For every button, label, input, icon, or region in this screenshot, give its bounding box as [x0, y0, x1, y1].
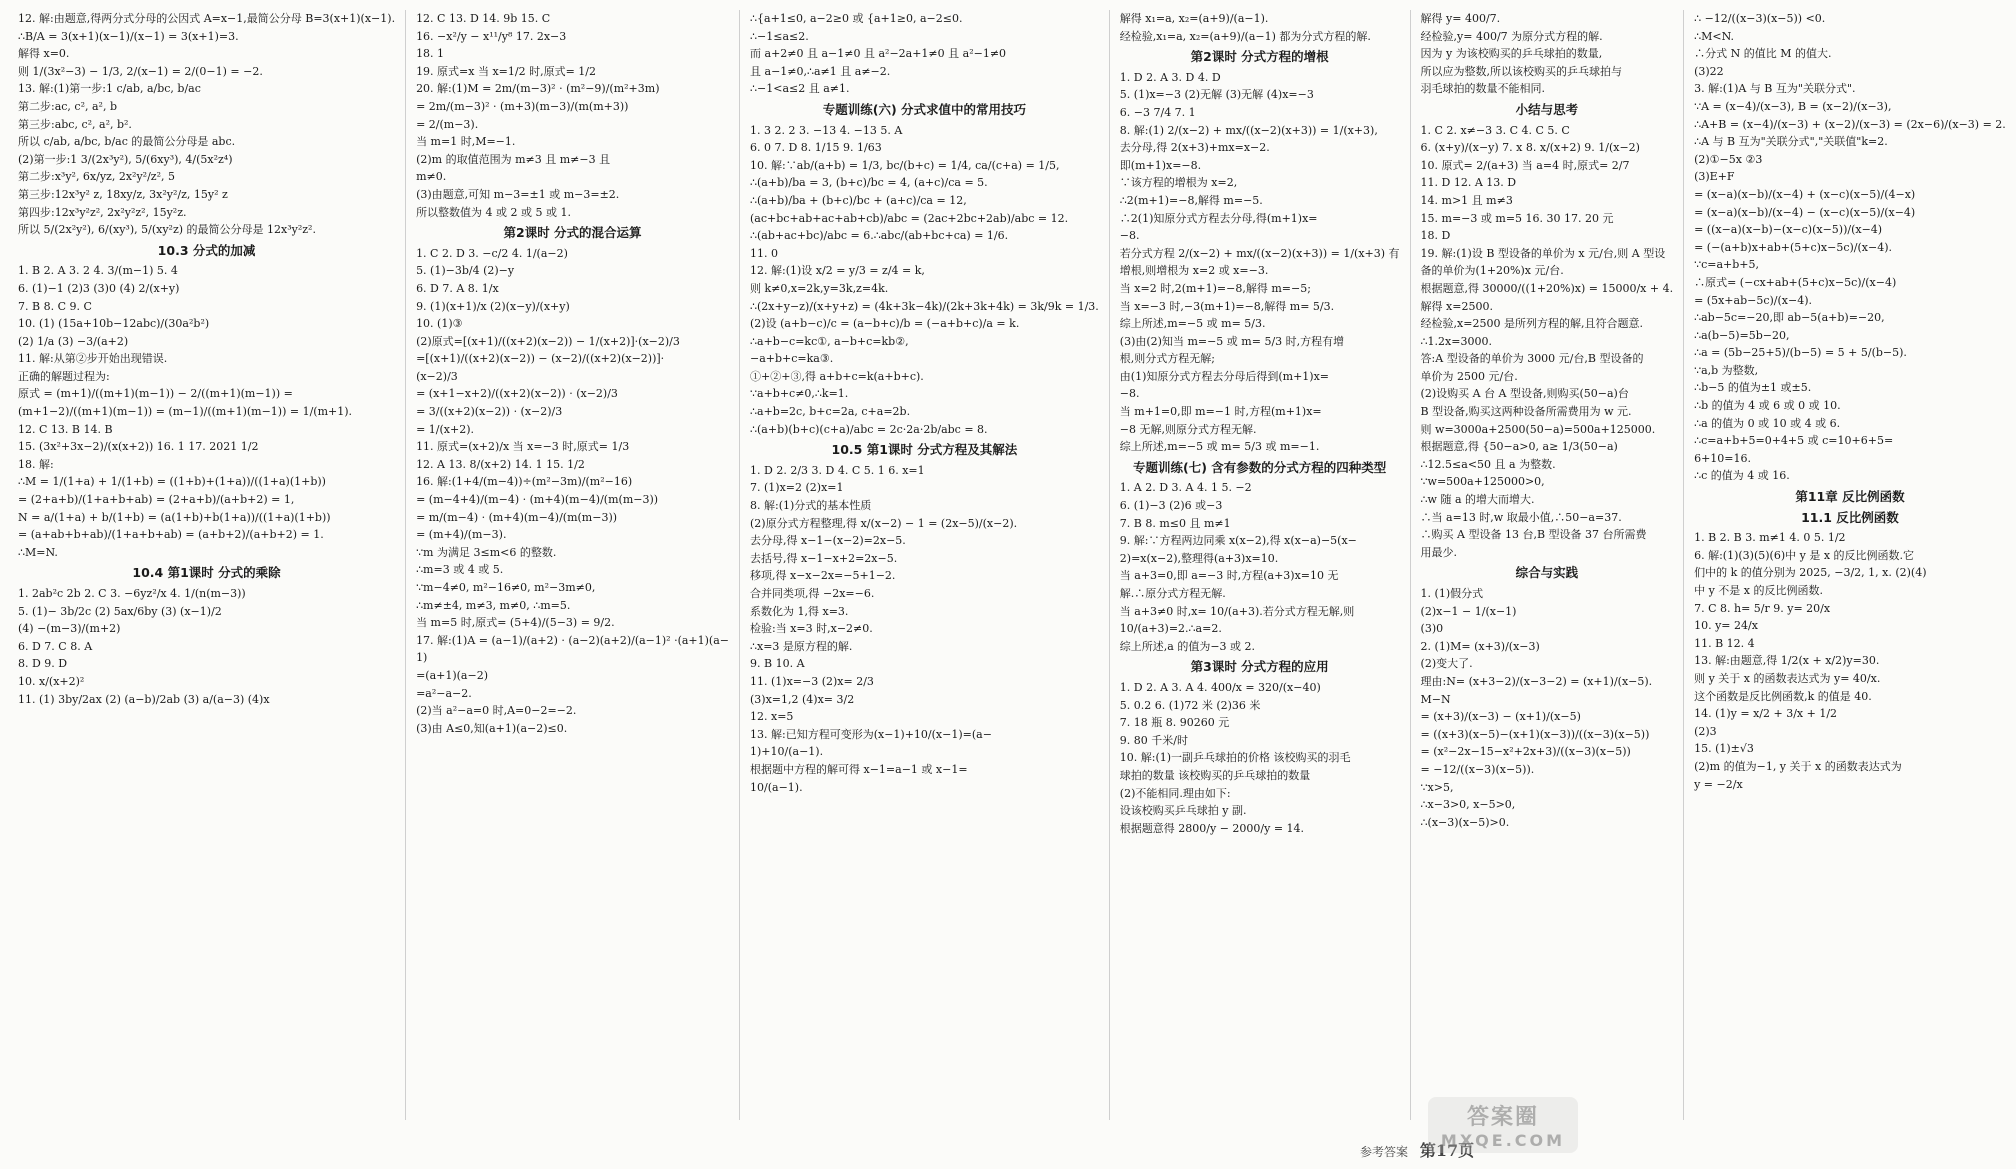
answer-line: 8. 解:(1) 2/(x−2) + mx/((x−2)(x+3)) = 1/(x+3),: [1119, 123, 1378, 137]
answer-line: 10. 解:∵ab/(a+b) = 1/3, bc/(b+c) = 1/4, ca/(c+a) = 1/5,: [750, 158, 1060, 172]
answer-line: (2) 1/a (3) −3/(a+2): [18, 334, 129, 348]
answer-line: y = −2/x: [1694, 777, 1743, 791]
answer-line: 则 y 关于 x 的函数表达式为 y= 40/x.: [1694, 671, 1881, 685]
answer-line: ∴c 的值为 4 或 16.: [1694, 469, 1790, 483]
section-heading: 第2课时 分式的混合运算: [503, 225, 642, 241]
column-6: [1684, 10, 2016, 1120]
answer-line: ∴ −12/((x−3)(x−5)) <0.: [1694, 12, 1826, 25]
answer-line: ∵A = (x−4)/(x−3), B = (x−2)/(x−3),: [1694, 99, 1892, 113]
answer-line: 2. (1)M= (x+3)/(x−3): [1420, 639, 1540, 653]
column-2: [406, 10, 740, 1120]
section-heading: 综合与实践: [1515, 565, 1579, 581]
answer-line: 单价为 2500 元/台.: [1420, 369, 1518, 383]
answer-line: 11. D 12. A 13. D: [1420, 176, 1517, 190]
answer-line: = 2/(m−3).: [416, 117, 479, 131]
answer-line: 11. B 12. 4: [1694, 636, 1755, 650]
answer-line: (3)E+F: [1694, 170, 1735, 184]
answer-line: 6. (x+y)/(x−y) 7. x 8. x/(x+2) 9. 1/(x−2): [1420, 141, 1640, 155]
answer-line: 18. 1: [416, 47, 445, 61]
answer-line: 19. 解:(1)设 B 型设备的单价为 x 元/台,则 A 型设: [1420, 246, 1666, 260]
answer-line: ∴A+B = (x−4)/(x−3) + (x−2)/(x−3) = (2x−6)/(x−3) = 2.: [1694, 117, 2006, 131]
answer-line: ∴12.5≤a<50 且 a 为整数.: [1420, 457, 1556, 471]
answer-line: 7. B 8. m≤0 且 m≠1: [1119, 516, 1231, 530]
answer-line: 第二步:ac, c², a², b: [18, 99, 117, 113]
answer-line: = (x−a)(x−b)/(x−4) − (x−c)(x−5)/(x−4): [1694, 205, 1916, 219]
answer-line: 10. 解:(1)一副乒乓球拍的价格 该校购买的羽毛: [1119, 751, 1351, 765]
answer-line: (2)当 a²−a=0 时,A=0−2=−2.: [416, 704, 577, 718]
answer-line: 9. 80 千米/时: [1119, 733, 1188, 747]
answer-line: = (m+4)/(m−3).: [416, 528, 507, 542]
answer-line: 14. (1)y = x/2 + 3/x + 1/2: [1694, 707, 1838, 721]
answer-line: (m+1−2)/((m+1)(m−1)) = (m−1)/((m+1)(m−1)) = 1/(m+1).: [18, 405, 353, 419]
section-heading: 10.4 第1课时 分式的乘除: [132, 565, 281, 581]
answer-line: (2)变大了.: [1420, 657, 1473, 671]
answer-line: ∴(a+b)(b+c)(c+a)/abc = 2c·2a·2b/abc = 8.: [750, 422, 988, 436]
answer-line: 移项,得 x−x−2x=−5+1−2.: [750, 569, 896, 583]
answer-line: ∴a+b=2c, b+c=2a, c+a=2b.: [750, 405, 911, 419]
answer-line: 而 a+2≠0 且 a−1≠0 且 a²−2a+1≠0 且 a²−1≠0: [750, 47, 1007, 61]
answer-line: 当 x=2 时,2(m+1)=−8,解得 m=−5;: [1119, 281, 1311, 295]
answer-line: 8. D 9. D: [18, 657, 68, 671]
page-number: 第17页: [1419, 1141, 1475, 1160]
answer-line: ∴2(1)知原分式方程去分母,得(m+1)x=: [1119, 211, 1318, 225]
answer-line: 因为 y 为该校购买的乒乓球拍的数量,: [1420, 47, 1603, 61]
answer-line: ∴A 与 B 互为"关联分式","关联值"k=2.: [1694, 135, 1888, 149]
answer-line: (4) −(m−3)/(m+2): [18, 622, 121, 636]
answer-line: 所以应为整数,所以该校购买的乒乓球拍与: [1420, 64, 1623, 78]
answer-line: 1. C 2. x≠−3 3. C 4. C 5. C: [1420, 123, 1570, 137]
answer-line: m≠0.: [416, 170, 447, 184]
answer-line: 9. (1)(x+1)/x (2)(x−y)/(x+y): [416, 299, 570, 313]
answer-line: ∴M = 1/(1+a) + 1/(1+b) = ((1+b)+(1+a))/((1+a)(1+b)): [18, 475, 326, 489]
answer-line: 6+10=16.: [1694, 451, 1752, 465]
answer-line: (3)0: [1420, 622, 1444, 636]
answer-line: 则 k≠0,x=2k,y=3k,z=4k.: [750, 281, 889, 295]
answer-line: 10. (1) (15a+10b−12abc)/(30a²b²): [18, 317, 210, 331]
answer-line: ∴b 的值为 4 或 6 或 0 或 10.: [1694, 399, 1841, 413]
answer-line: 去分母,得 2(x+3)+mx=x−2.: [1119, 141, 1270, 155]
answer-line: 1. 3 2. 2 3. −13 4. −13 5. A: [750, 123, 903, 137]
answer-line: 3. 解:(1)A 与 B 互为"关联分式".: [1694, 82, 1856, 96]
answer-line: 1. D 2. 2/3 3. D 4. C 5. 1 6. x=1: [750, 463, 925, 477]
answer-line: 检验:当 x=3 时,x−2≠0.: [750, 622, 873, 636]
answer-line: = (x+3)/(x−3) − (x+1)/(x−5): [1420, 710, 1581, 724]
answer-line: 12. C 13. D 14. 9b 15. C: [416, 12, 551, 25]
answer-line: 10/(a−1).: [750, 780, 803, 794]
answer-line: ∵w=500a+125000>0,: [1420, 475, 1545, 489]
answer-line: = 1/(x+2).: [416, 422, 474, 436]
answer-line: 1. 2ab²c 2b 2. C 3. −6yz²/x 4. 1/(n(m−3)): [18, 587, 246, 600]
section-heading: 10.3 分式的加减: [157, 242, 256, 258]
answer-line: ∴x=3 是原方程的解.: [750, 639, 853, 653]
answer-line: 15. m=−3 或 m=5 16. 30 17. 20 元: [1420, 211, 1614, 225]
answer-line: 根据题意得 2800/y − 2000/y = 14.: [1119, 821, 1305, 835]
answer-line: 10. y= 24/x: [1694, 619, 1758, 633]
answer-line: 12. x=5: [750, 710, 794, 724]
answer-line: ∴a(b−5)=5b−20,: [1694, 328, 1790, 342]
answer-line: (2)m 的取值范围为 m≠3 且 m≠−3 且: [416, 152, 611, 166]
answer-line: (2)设 (a+b−c)/c = (a−b+c)/b = (−a+b+c)/a = k.: [750, 317, 1020, 331]
answer-line: ∴m≠±4, m≠3, m≠0, ∴m=5.: [416, 598, 571, 612]
answer-line: 则 1/(3x²−3) − 1/3, 2/(x−1) = 2/(0−1) = −2.: [18, 64, 263, 78]
answer-line: 11. 解:从第②步开始出现错误.: [18, 352, 168, 366]
answer-line: 当 m+1=0,即 m=−1 时,方程(m+1)x=: [1119, 405, 1322, 419]
answer-line: 6. D 7. C 8. A: [18, 639, 93, 653]
answer-line: ∴−1<a≤2 且 a≠1.: [750, 82, 850, 96]
answer-line: 所以 c/ab, a/bc, b/ac 的最简公分母是 abc.: [18, 135, 236, 149]
answer-line: ∴(a+b)/ba + (b+c)/bc + (a+c)/ca = 12,: [750, 193, 967, 207]
answer-line: 6. (1)−1 (2)3 (3)0 (4) 2/(x+y): [18, 281, 180, 295]
answer-line: 当 m=5 时,原式= (5+4)/(5−3) = 9/2.: [416, 616, 615, 630]
answer-line: ∴购买 A 型设备 13 台,B 型设备 37 台所需费: [1420, 528, 1647, 542]
answer-line: 羽毛球拍的数量不能相同.: [1420, 82, 1546, 96]
answer-line: 根,则分式方程无解;: [1119, 352, 1215, 366]
answer-line: −8.: [1119, 229, 1140, 243]
answer-line: 当 m=1 时,M=−1.: [416, 135, 516, 149]
answer-line: 6. 0 7. D 8. 1/15 9. 1/63: [750, 141, 882, 155]
answer-line: 当 x=−3 时,−3(m+1)=−8,解得 m= 5/3.: [1119, 299, 1335, 313]
answer-line: ∵该方程的增根为 x=2,: [1119, 176, 1238, 190]
answer-line: 解得 x=0.: [18, 47, 70, 61]
answer-line: N = a/(1+a) + b/(1+b) = (a(1+b)+b(1+a))/((1+a)(1+b)): [18, 510, 331, 524]
answer-line: 5. (1)−3b/4 (2)−y: [416, 264, 515, 278]
answer-line: 正确的解题过程为:: [18, 369, 110, 383]
answer-line: 根据题意,得 {50−a>0, a≥ 1/3(50−a): [1420, 440, 1618, 454]
answer-line: 18. 解:: [18, 457, 54, 471]
answer-line: 们中的 k 的值分别为 2025, −3/2, 1, x. (2)(4): [1694, 566, 1927, 580]
answer-line: ∴a 的值为 0 或 10 或 4 或 6.: [1694, 416, 1841, 430]
answer-line: 增根,则增根为 x=2 或 x=−3.: [1119, 264, 1269, 278]
answer-line: 11. (1) 3by/2ax (2) (a−b)/2ab (3) a/(a−3) (4)x: [18, 692, 270, 706]
answer-line: 10. x/(x+2)²: [18, 674, 85, 688]
column-1: [8, 10, 406, 1120]
answer-line: 7. C 8. h= 5/r 9. y= 20/x: [1694, 601, 1831, 615]
answer-line: 11. 原式=(x+2)/x 当 x=−3 时,原式= 1/3: [416, 440, 630, 454]
section-heading: 第2课时 分式方程的增根: [1190, 49, 1329, 65]
answer-line: 5. (1)− 3b/2c (2) 5ax/6by (3) (x−1)/2: [18, 604, 222, 618]
answer-line: =[(x+1)/((x+2)(x−2)) − (x−2)/((x+2)(x−2))]·: [416, 352, 665, 366]
answer-line: 16. 解:(1+4/(m−4))÷(m²−3m)/(m²−16): [416, 475, 633, 489]
answer-line: 解.∴原分式方程无解.: [1119, 587, 1226, 600]
answer-line: ∵m 为满足 3≤m<6 的整数.: [416, 545, 557, 559]
answer-line: 10. 原式= 2/(a+3) 当 a=4 时,原式= 2/7: [1420, 158, 1630, 172]
answer-line: (2)x−1 − 1/(x−1): [1420, 604, 1517, 618]
answer-line: 用最少.: [1420, 545, 1458, 559]
answer-line: 根据题意,得 30000/((1+20%)x) = 15000/x + 4.: [1420, 281, 1674, 295]
answer-line: 中 y 不是 x 的反比例函数.: [1694, 584, 1823, 597]
answer-line: (ac+bc+ab+ac+ab+cb)/abc = (2ac+2bc+2ab)/abc = 12.: [750, 211, 1069, 225]
answer-line: = (−(a+b)x+ab+(5+c)x−5c)/(x−4).: [1694, 240, 1892, 254]
answer-line: 1. B 2. A 3. 2 4. 3/(m−1) 5. 4: [18, 264, 178, 278]
answer-line: ∴分式 N 的值比 M 的值大.: [1694, 47, 1832, 61]
answer-line: = (x²−2x−15−x²+2x+3)/((x−3)(x−5)): [1420, 745, 1631, 759]
answer-line: ∴2(m+1)=−8,解得 m=−5.: [1119, 193, 1263, 207]
answer-line: 所以整数值为 4 或 2 或 5 或 1.: [416, 205, 572, 219]
answer-line: = (5x+ab−5c)/(x−4).: [1694, 293, 1812, 307]
section-heading: 专题训练(六) 分式求值中的常用技巧: [822, 101, 1027, 117]
answer-line: 9. B 10. A: [750, 657, 805, 671]
answer-line: 第三步:12x³y² z, 18xy/z, 3x²y²/z, 15y² z: [18, 187, 228, 201]
answer-line: 由(1)知原分式方程去分母后得到(m+1)x=: [1119, 369, 1330, 383]
answer-line: 去括号,得 x−1−x+2=2x−5.: [750, 551, 898, 565]
answer-line: 设该校购买乒乓球拍 y 副.: [1119, 804, 1247, 818]
section-heading: 10.5 第1课时 分式方程及其解法: [831, 442, 1018, 458]
answer-line: (2)3: [1694, 724, 1717, 738]
section-heading: 专题训练(七) 含有参数的分式方程的四种类型: [1133, 459, 1387, 475]
answer-line: ∵m−4≠0, m²−16≠0, m²−3m≠0,: [416, 581, 596, 594]
answer-line: 19. 原式=x 当 x=1/2 时,原式= 1/2: [416, 64, 596, 78]
answer-line: ∴x−3>0, x−5>0,: [1420, 798, 1516, 812]
answer-line: 17. 解:(1)A = (a−1)/(a+2) · (a−2)(a+2)/(a−1)² ·(a+1)(a−: [416, 633, 730, 647]
answer-line: (2)①−5x ②3: [1694, 152, 1763, 166]
answer-line: = m/(m−4) · (m+4)(m−4)/(m(m−3)): [416, 510, 618, 524]
answer-line: −a+b+c=ka③.: [750, 352, 834, 366]
answer-line: 7. (1)x=2 (2)x=1: [750, 481, 844, 495]
answer-line: ∴a+b−c=kc①, a−b+c=kb②,: [750, 334, 909, 348]
answer-line: 解得 y= 400/7.: [1420, 12, 1501, 25]
answer-line: 12. C 13. B 14. B: [18, 422, 113, 436]
answer-line: = (x+1−x+2)/((x+2)(x−2)) · (x−2)/3: [416, 387, 618, 401]
answer-line: ∴(a+b)/ba = 3, (b+c)/bc = 4, (a+c)/ca = 5.: [750, 176, 988, 190]
column-5: [1411, 10, 1685, 1120]
answer-line: = 3/((x+2)(x−2)) · (x−2)/3: [416, 405, 563, 419]
answer-line: 13. 解:已知方程可变形为(x−1)+10/(x−1)=(a−: [750, 727, 992, 741]
answer-line: (2)第一步:1 3/(2x³y²), 5/(6xy³), 4/(5x²z⁴): [18, 152, 233, 166]
answer-line: 2)=x(x−2),整理得(a+3)x=10.: [1119, 551, 1279, 565]
answer-line: 9. 解:∵方程两边同乘 x(x−2),得 x(x−a)−5(x−: [1119, 534, 1357, 548]
answer-line: (x−2)/3: [416, 369, 458, 383]
column-3: [740, 10, 1110, 1120]
answer-line: (3)x=1,2 (4)x= 3/2: [750, 692, 855, 706]
answer-line: = (a+ab+b+ab)/(1+a+b+ab) = (a+b+2)/(a+b+2) = 1.: [18, 528, 324, 542]
answer-line: ∴a = (5b−25+5)/(b−5) = 5 + 5/(b−5).: [1694, 346, 1907, 360]
watermark-logo: [1428, 1097, 1578, 1153]
answer-line: 1. D 2. A 3. D 4. D: [1119, 70, 1221, 84]
answer-line: 11. (1)x=−3 (2)x= 2/3: [750, 674, 874, 688]
answer-line: ∴w 随 a 的增大而增大.: [1420, 493, 1535, 507]
answer-line: 6. D 7. A 8. 1/x: [416, 281, 499, 295]
column-4: [1110, 10, 1411, 1120]
answer-line: = (x−a)(x−b)/(x−4) + (x−c)(x−5)/(4−x): [1694, 187, 1916, 201]
answer-line: 综上所述,m=−5 或 m= 5/3.: [1119, 317, 1266, 331]
answer-line: 7. 18 瓶 8. 90260 元: [1119, 716, 1230, 730]
answer-line: 所以 5/(2x²y²), 6/(xy³), 5/(xy²z) 的最简公分母是 12x³y²z².: [18, 223, 316, 237]
answer-line: =a²−a−2.: [416, 686, 472, 700]
answer-line: ∴ab−5c=−20,即 ab−5(a+b)=−20,: [1694, 311, 1885, 325]
answer-line: 10. (1)③: [416, 317, 463, 331]
answer-line: 14. m>1 且 m≠3: [1420, 193, 1513, 207]
answer-line: 第二步:x³y², 6x/yz, 2x²y²/z², 5: [18, 170, 175, 184]
section-heading: 第11章 反比例函数: [1795, 489, 1905, 505]
answer-line: 15. (1)±√3: [1694, 742, 1754, 756]
answer-line: ∴m=3 或 4 或 5.: [416, 563, 504, 577]
answer-line: (2)不能相同.理由如下:: [1119, 786, 1231, 800]
answer-line: 13. 解:由题意,得 1/2(x + x/2)y=30.: [1694, 654, 1880, 668]
answer-line: 20. 解:(1)M = 2m/(m−3)² · (m²−9)/(m²+3m): [416, 82, 660, 96]
answer-line: 则 w=3000a+2500(50−a)=500a+125000.: [1420, 422, 1656, 436]
footer-label: 参考答案: [1360, 1145, 1409, 1159]
section-heading: 小结与思考: [1515, 101, 1579, 117]
answer-line: ∴{a+1≤0, a−2≥0 或 {a+1≥0, a−2≤0.: [750, 12, 963, 25]
answer-line: 11. 0: [750, 246, 779, 260]
answer-line: 答:A 型设备的单价为 3000 元/台,B 型设备的: [1420, 352, 1644, 366]
watermark-text: 答案圈: [1466, 1105, 1539, 1130]
answer-line: ∴−1≤a≤2.: [750, 29, 809, 43]
answer-line: 备的单价为(1+20%)x 元/台.: [1420, 264, 1564, 278]
answer-line: 合并同类项,得 −2x=−6.: [750, 587, 875, 600]
answer-line: 1)+10/(a−1).: [750, 745, 824, 759]
answer-line: 5. (1)x=−3 (2)无解 (3)无解 (4)x=−3: [1119, 88, 1314, 102]
answer-line: ∴(2x+y−z)/(x+y+z) = (4k+3k−4k)/(2k+3k+4k) = 3k/9k = 1/3.: [750, 299, 1099, 313]
answer-line: (3)由题意,可知 m−3=±1 或 m−3=±2.: [416, 187, 620, 201]
answer-line: ∵x>5,: [1420, 780, 1454, 794]
answer-line: 10/(a+3)=2.∴a=2.: [1119, 622, 1222, 636]
answer-line: 16. −x²/y − x¹¹/y⁸ 17. 2x−3: [416, 29, 567, 43]
answer-line: 1): [416, 651, 428, 665]
watermark-url: MXQE.COM: [1440, 1131, 1566, 1150]
answer-line: (2)原分式方程整理,得 x/(x−2) − 1 = (2x−5)/(x−2).: [750, 516, 1018, 530]
answer-line: 1. B 2. B 3. m≠1 4. 0 5. 1/2: [1694, 531, 1846, 545]
answer-line: 1. (1)假分式: [1420, 587, 1484, 600]
answer-line: = (m−4+4)/(m−4) · (m+4)(m−4)/(m(m−3)): [416, 493, 659, 507]
answer-line: (3)22: [1694, 64, 1724, 78]
answer-line: 当 a+3≠0 时,x= 10/(a+3).若分式方程无解,则: [1119, 604, 1355, 618]
answer-line: ∴M=N.: [18, 545, 58, 559]
answer-line: ∵a,b 为整数,: [1694, 363, 1759, 377]
answer-line: 12. A 13. 8/(x+2) 14. 1 15. 1/2: [416, 457, 585, 471]
answer-line: 经检验,x₁=a, x₂=(a+9)/(a−1) 都为分式方程的解.: [1119, 29, 1371, 43]
answer-line: 综上所述,a 的值为−3 或 2.: [1119, 639, 1256, 653]
answer-line: 解得 x₁=a, x₂=(a+9)/(a−1).: [1119, 12, 1269, 25]
answer-line: ∴当 a=13 时,w 取最小值,∴50−a=37.: [1420, 510, 1622, 524]
answer-line: B 型设备,购买这两种设备所需费用为 w 元.: [1420, 405, 1632, 419]
answer-line: = ((x−a)(x−b)−(x−c)(x−5))/(x−4): [1694, 223, 1883, 237]
answer-line: 7. B 8. C 9. C: [18, 299, 92, 313]
answer-line: 即(m+1)x=−8.: [1119, 158, 1202, 172]
answer-line: 经检验,y= 400/7 为原分式方程的解.: [1420, 29, 1603, 43]
answer-line: 球拍的数量 该校购买的乒乓球拍的数量: [1119, 768, 1311, 782]
answer-line: (3)由 A≤0,知(a+1)(a−2)≤0.: [416, 721, 568, 735]
answer-line: 18. D: [1420, 229, 1451, 243]
answer-line: 1. C 2. D 3. −c/2 4. 1/(a−2): [416, 246, 568, 260]
answer-line: ∴b−5 的值为±1 或±5.: [1694, 381, 1812, 395]
answer-line: ①+②+③,得 a+b+c=k(a+b+c).: [750, 369, 924, 383]
answer-line: 这个函数是反比例函数,k 的值是 40.: [1694, 689, 1872, 703]
answer-line: 第四步:12x³y²z², 2x²y²z², 15y²z.: [18, 205, 187, 219]
answer-line: ∴B/A = 3(x+1)(x−1)/(x−1) = 3(x+1)=3.: [18, 29, 239, 43]
answer-line: ∴M<N.: [1694, 29, 1734, 43]
answer-line: (2)m 的值为−1, y 关于 x 的函数表达式为: [1694, 759, 1902, 773]
answer-line: = (2+a+b)/(1+a+b+ab) = (2+a+b)/(a+b+2) = 1,: [18, 493, 295, 507]
answer-line: 1. D 2. A 3. A 4. 400/x = 320/(x−40): [1119, 680, 1321, 694]
answer-columns: [8, 10, 2006, 1120]
answer-line: 综上所述,m=−5 或 m= 5/3 或 m=−1.: [1119, 440, 1320, 454]
answer-line: 若分式方程 2/(x−2) + mx/((x−2)(x+3)) = 1/(x+3) 有: [1119, 246, 1400, 260]
answer-line: 5. 0.2 6. (1)72 米 (2)36 米: [1119, 698, 1261, 712]
answer-line: 第三步:abc, c², a², b².: [18, 117, 132, 131]
answer-line: ∵c=a+b+5,: [1694, 258, 1759, 272]
section-heading: 第3课时 分式方程的应用: [1190, 659, 1329, 675]
answer-line: 6. 解:(1)(3)(5)(6)中 y 是 x 的反比例函数.它: [1694, 548, 1915, 562]
answer-line: (3)由(2)知当 m=−5 或 m= 5/3 时,方程有增: [1119, 334, 1345, 348]
answer-line: 根据题中方程的解可得 x−1=a−1 或 x−1=: [750, 762, 968, 776]
answer-line: 且 a−1≠0,∴a≠1 且 a≠−2.: [750, 64, 891, 78]
answer-line: ∴(x−3)(x−5)>0.: [1420, 815, 1510, 829]
answer-line: ∴(ab+ac+bc)/abc = 6.∴abc/(ab+bc+ca) = 1/6.: [750, 229, 1009, 243]
answer-line: = ((x+3)(x−5)−(x+1)(x−3))/((x−3)(x−5)): [1420, 727, 1650, 741]
answer-line: 经检验,x=2500 是所列方程的解,且符合题意.: [1420, 317, 1643, 331]
answer-line: 12. 解:(1)设 x/2 = y/3 = z/4 = k,: [750, 264, 925, 278]
answer-line: ∴c=a+b+5=0+4+5 或 c=10+6+5=: [1694, 434, 1894, 448]
answer-line: 理由:N= (x+3−2)/(x−3−2) = (x+1)/(x−5).: [1420, 674, 1653, 688]
answer-line: =(a+1)(a−2): [416, 668, 488, 682]
answer-line: 15. (3x²+3x−2)/(x(x+2)) 16. 1 17. 2021 1/2: [18, 440, 259, 454]
answer-line: 1. A 2. D 3. A 4. 1 5. −2: [1119, 481, 1252, 495]
answer-line: = −12/((x−3)(x−5)).: [1420, 762, 1535, 776]
answer-line: ∴原式= (−cx+ab+(5+c)x−5c)/(x−4): [1694, 275, 1897, 289]
answer-line: 原式 = (m+1)/((m+1)(m−1)) − 2/((m+1)(m−1)) =: [18, 387, 293, 401]
answer-line: 6. −3 7/4 7. 1: [1119, 105, 1196, 119]
answer-line: (2)设购买 A 台 A 型设备,则购买(50−a)台: [1420, 387, 1629, 401]
answer-line: 解得 x=2500.: [1420, 299, 1493, 313]
answer-line: 系数化为 1,得 x=3.: [750, 604, 849, 618]
answer-line: −8.: [1119, 387, 1140, 401]
answer-line: 当 a+3=0,即 a=−3 时,方程(a+3)x=10 无: [1119, 569, 1339, 583]
answer-line: 12. 解:由题意,得两分式分母的公因式 A=x−1,最简公分母 B=3(x+1)(x−1).: [18, 12, 396, 25]
answer-line: 去分母,得 x−1−(x−2)=2x−5.: [750, 534, 906, 548]
answer-line: 6. (1)−3 (2)6 或−3: [1119, 499, 1223, 513]
answer-line: 8. 解:(1)分式的基本性质: [750, 499, 872, 513]
answer-line: ∴1.2x=3000.: [1420, 334, 1492, 348]
answer-line: (2)原式=[(x+1)/((x+2)(x−2)) − 1/(x+2)]·(x−2)/3: [416, 334, 680, 348]
section-heading: 11.1 反比例函数: [1801, 509, 1899, 525]
answer-line: = 2m/(m−3)² · (m+3)(m−3)/(m(m+3)): [416, 99, 629, 113]
answer-line: M−N: [1420, 692, 1451, 706]
answer-line: ∵a+b+c≠0,∴k=1.: [750, 387, 849, 401]
answer-line: −8 无解,则原分式方程无解.: [1119, 422, 1257, 436]
answer-line: 13. 解:(1)第一步:1 c/ab, a/bc, b/ac: [18, 82, 201, 96]
